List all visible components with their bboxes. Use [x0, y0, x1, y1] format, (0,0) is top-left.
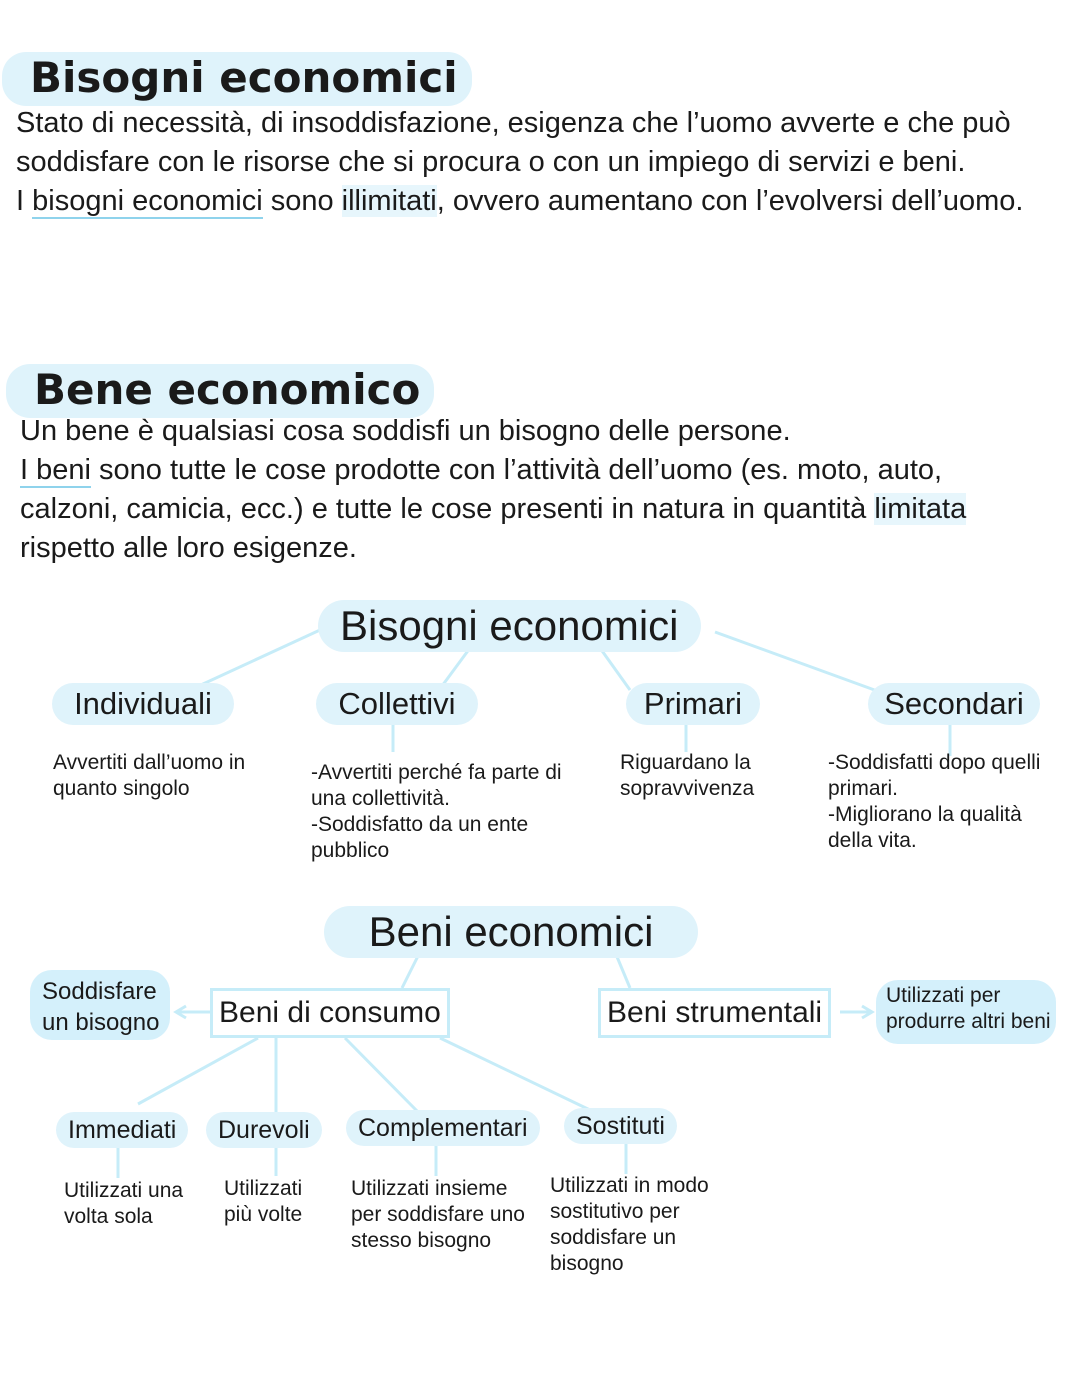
type-sostituti: Sostituti — [564, 1108, 677, 1144]
beni-description — [20, 451, 1020, 568]
type-durevoli-desc: Utilizzati più volte — [224, 1177, 303, 1226]
term-illimitati: illimitati — [341, 185, 437, 217]
node-beni-di-consumo: Beni di consumo — [210, 988, 450, 1038]
branch-collettivi: Collettivi — [316, 683, 478, 725]
type-complementari-desc: Utilizzati insieme per soddisfare uno stesso bisogno — [351, 1177, 525, 1252]
diagram-root-bisogni: Bisogni economici — [318, 600, 701, 652]
text-suffix: rispetto alle loro esigenze. — [20, 532, 357, 564]
text-prefix: I — [16, 185, 33, 217]
section-bene-text — [20, 412, 1020, 568]
node-beni-strumentali: Beni strumentali — [598, 988, 831, 1038]
section-bisogni-text — [16, 104, 1026, 221]
note-produrre-altri-beni: Utilizzati per produrre altri beni — [876, 980, 1056, 1044]
term-i-beni: I beni — [20, 454, 91, 486]
branch-secondari: Secondari — [868, 683, 1040, 725]
branch-primari-desc: Riguardano la sopravvivenza — [620, 751, 755, 800]
type-immediati-desc: Utilizzati una volta sola — [64, 1179, 184, 1228]
section-title-bene: Bene economico — [6, 364, 434, 418]
branch-individuali: Individuali — [52, 683, 234, 725]
diagram-root-beni: Beni economici — [324, 906, 698, 958]
bene-definition: Un bene è qualsiasi cosa soddisfi un bisogno delle persone. — [20, 415, 791, 447]
term-limitata: limitata — [874, 493, 967, 525]
term-bisogni-economici: bisogni economici — [32, 185, 263, 217]
bisogni-definition: Stato di necessità, di insoddisfazione, esigenza che l’uomo avverte e che può soddisfare con le risorse che si procura o con un impiego di servizi e beni. — [16, 107, 1011, 178]
type-complementari: Complementari — [346, 1110, 540, 1146]
branch-collettivi-desc: -Avvertiti perché fa parte di una collettività. -Soddisfatto da un ente pubblico — [311, 761, 562, 862]
branch-primari: Primari — [626, 683, 760, 725]
branch-individuali-desc: Avvertiti dall’uomo in quanto singolo — [53, 751, 246, 800]
branch-secondari-desc: -Soddisfatti dopo quelli primari. -Migliorano la qualità della vita. — [828, 751, 1041, 852]
text-mid: sono — [262, 185, 342, 217]
note-soddisfare-bisogno: Soddisfare un bisogno — [30, 970, 170, 1040]
section-title-bisogni: Bisogni economici — [2, 52, 472, 106]
type-durevoli: Durevoli — [206, 1112, 322, 1148]
bisogni-illimitati — [16, 182, 1026, 221]
type-sostituti-desc: Utilizzati in modo sostitutivo per soddisfare un bisogno — [550, 1174, 709, 1275]
text-suffix: , ovvero aumentano con l’evolversi dell’uomo. — [436, 185, 1024, 217]
type-immediati: Immediati — [56, 1112, 188, 1148]
text-mid: sono tutte le cose prodotte con l’attività dell’uomo (es. moto, auto, calzoni, camicia, ecc.) e tutte le cose presenti in natura in quantità — [20, 454, 943, 525]
